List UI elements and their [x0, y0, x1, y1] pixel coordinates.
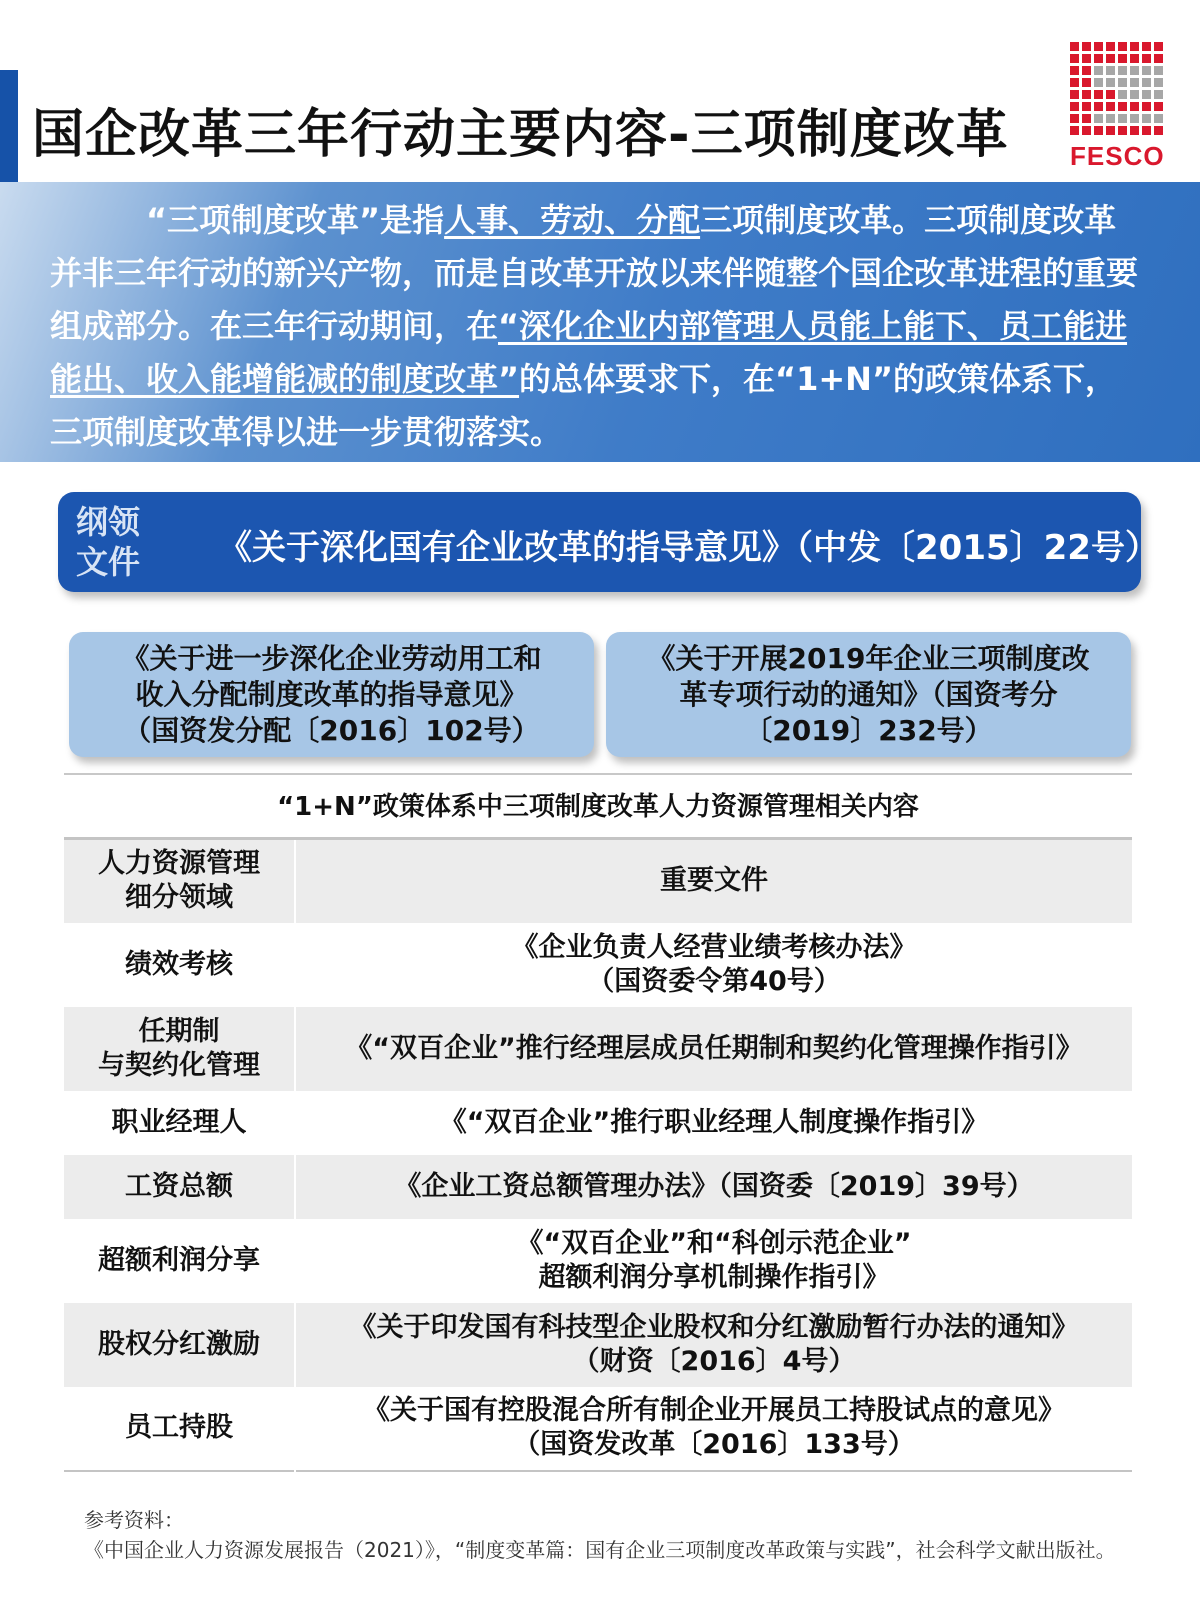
logo-dot: [1154, 42, 1163, 51]
table-row: [64, 1387, 1132, 1471]
intro-underline-1: 人事、劳动、分配: [444, 201, 701, 239]
logo-dot: [1070, 78, 1079, 87]
doc-cell: 《关于印发国有科技型企业股权和分红激励暂行办法的通知》 （财资〔2016〕4号）: [295, 1303, 1132, 1387]
logo-dot: [1154, 102, 1163, 111]
intro-text-1: “三项制度改革”是指: [146, 201, 445, 239]
logo-dot: [1118, 54, 1127, 63]
logo-dot: [1142, 54, 1151, 63]
logo-dot: [1106, 78, 1115, 87]
logo-dot: [1154, 66, 1163, 75]
logo-dot: [1094, 54, 1103, 63]
logo-dot: [1118, 78, 1127, 87]
field-cell: 工资总额: [64, 1155, 295, 1219]
logo-dot: [1130, 126, 1139, 135]
intro-panel: [0, 182, 1200, 462]
field-cell: 超额利润分享: [64, 1219, 295, 1303]
doc-cell: 《关于国有控股混合所有制企业开展员工持股试点的意见》 （国资发改革〔2016〕133号）: [363, 1395, 1065, 1460]
logo-dot: [1118, 102, 1127, 111]
policy-table: [64, 837, 1132, 1472]
logo-dot: [1142, 102, 1151, 111]
logo-dot: [1118, 66, 1127, 75]
logo-dot: [1106, 126, 1115, 135]
logo-dot: [1082, 126, 1091, 135]
doc-cell: 《企业工资总额管理办法》（国资委〔2019〕39号）: [295, 1155, 1132, 1219]
logo-dot: [1070, 90, 1079, 99]
logo-dot: [1142, 78, 1151, 87]
logo-dot: [1154, 54, 1163, 63]
policy-line: （国资发分配〔2016〕102号）: [123, 713, 540, 747]
table-row: [64, 1007, 1132, 1091]
logo-text: FESCO: [1070, 141, 1165, 171]
table-header-field: 人力资源管理 细分领域: [64, 839, 295, 923]
intro-text-3: 的总体要求下，在“1+N”的政策体系下，三项制度改革得以进一步贯彻落实。: [50, 360, 1117, 451]
logo-dot: [1118, 114, 1127, 123]
field-cell: 股权分红激励: [64, 1303, 295, 1387]
logo-dot: [1142, 90, 1151, 99]
doc-cell: 《企业负责人经营业绩考核办法》 （国资委令第40号）: [511, 931, 917, 997]
table-row: [64, 923, 1132, 1007]
logo-dot: [1106, 54, 1115, 63]
intro-underline-2: “深化企业内部管理人员能上能下、员工能进能出、收入能增能减的制度改革”: [50, 307, 1128, 398]
table-row: [64, 1303, 1132, 1387]
logo-dot: [1094, 78, 1103, 87]
doc-cell: 《“双百企业”推行职业经理人制度操作指引》: [439, 1106, 989, 1138]
logo-dot: [1130, 102, 1139, 111]
logo-dot: [1154, 114, 1163, 123]
logo-dot: [1082, 54, 1091, 63]
logo-dot: [1130, 114, 1139, 123]
logo-dot: [1130, 42, 1139, 51]
logo-dot: [1094, 66, 1103, 75]
logo-dot: [1106, 66, 1115, 75]
references-label: 参考资料：: [84, 1508, 184, 1532]
policy-line: 革专项行动的通知》（国资考分: [679, 677, 1058, 711]
logo-grid-icon: [1070, 42, 1165, 135]
logo-dot: [1070, 66, 1079, 75]
logo-dot: [1082, 102, 1091, 111]
doc-cell: 《“双百企业”推行经理层成员任期制和契约化管理操作指引》: [295, 1007, 1132, 1091]
table-top-rule: [64, 773, 1132, 775]
field-cell: 职业经理人: [64, 1091, 295, 1155]
guiding-document-title: 《关于深化国有企业改革的指导意见》（中发〔2015〕22号）: [218, 528, 1159, 568]
logo-dot: [1154, 126, 1163, 135]
fesco-logo: [1070, 42, 1165, 172]
guiding-label: 纲领文件: [76, 503, 141, 581]
logo-dot: [1106, 114, 1115, 123]
logo-dot: [1142, 126, 1151, 135]
logo-dot: [1130, 78, 1139, 87]
logo-dot: [1094, 90, 1103, 99]
logo-dot: [1070, 102, 1079, 111]
logo-dot: [1130, 90, 1139, 99]
references-text: 《中国企业人力资源发展报告（2021）》，“制度变革篇：国有企业三项制度改革政策与实践”，社会科学文献出版社。: [84, 1538, 1116, 1562]
doc-cell: 《“双百企业”和“科创示范企业” 超额利润分享机制操作指引》: [516, 1227, 912, 1293]
logo-dot: [1142, 66, 1151, 75]
logo-dot: [1070, 114, 1079, 123]
logo-dot: [1106, 42, 1115, 51]
table-row: [64, 1155, 1132, 1219]
policy-document-card: [69, 632, 594, 757]
logo-dot: [1070, 54, 1079, 63]
table-caption: “1+N”政策体系中三项制度改革人力资源管理相关内容: [277, 792, 919, 822]
logo-dot: [1094, 126, 1103, 135]
field-cell: 绩效考核: [64, 923, 295, 1007]
table-header-row: [64, 839, 1132, 923]
logo-dot: [1094, 114, 1103, 123]
title-accent-bar: [0, 70, 18, 182]
field-cell: 员工持股: [64, 1387, 295, 1471]
policy-document-card: [606, 632, 1131, 757]
logo-dot: [1082, 66, 1091, 75]
table-row: [64, 1091, 1132, 1155]
logo-dot: [1118, 90, 1127, 99]
table-row: [64, 1219, 1132, 1303]
logo-dot: [1070, 42, 1079, 51]
logo-dot: [1106, 90, 1115, 99]
logo-dot: [1130, 66, 1139, 75]
page-title: 国企改革三年行动主要内容-三项制度改革: [32, 105, 1009, 165]
policy-line: 《关于开展2019年企业三项制度改: [647, 641, 1090, 675]
logo-dot: [1082, 114, 1091, 123]
logo-dot: [1154, 90, 1163, 99]
policy-line: 《关于进一步深化企业劳动用工和: [121, 641, 542, 675]
table-header-doc: 重要文件: [295, 839, 1132, 923]
logo-dot: [1082, 90, 1091, 99]
logo-dot: [1094, 42, 1103, 51]
logo-dot: [1106, 102, 1115, 111]
field-cell: 任期制 与契约化管理: [64, 1007, 295, 1091]
guiding-document-box: [58, 492, 1159, 592]
logo-dot: [1142, 114, 1151, 123]
logo-dot: [1118, 126, 1127, 135]
intro-text-2: 三项制度改革。三项制度改革并非三年行动的新兴产物，而是自改革开放以来伴随整个国企改革进程的重要组成部分。在三年行动期间，在: [50, 201, 1139, 345]
logo-dot: [1094, 102, 1103, 111]
logo-dot: [1154, 78, 1163, 87]
logo-dot: [1142, 42, 1151, 51]
logo-dot: [1118, 42, 1127, 51]
intro-paragraph: [50, 194, 1145, 459]
policy-line: 〔2019〕232号）: [744, 713, 993, 747]
logo-dot: [1082, 42, 1091, 51]
references: [84, 1505, 1134, 1565]
policy-line: 收入分配制度改革的指导意见》: [135, 677, 528, 711]
logo-dot: [1082, 78, 1091, 87]
logo-dot: [1130, 54, 1139, 63]
logo-dot: [1070, 126, 1079, 135]
